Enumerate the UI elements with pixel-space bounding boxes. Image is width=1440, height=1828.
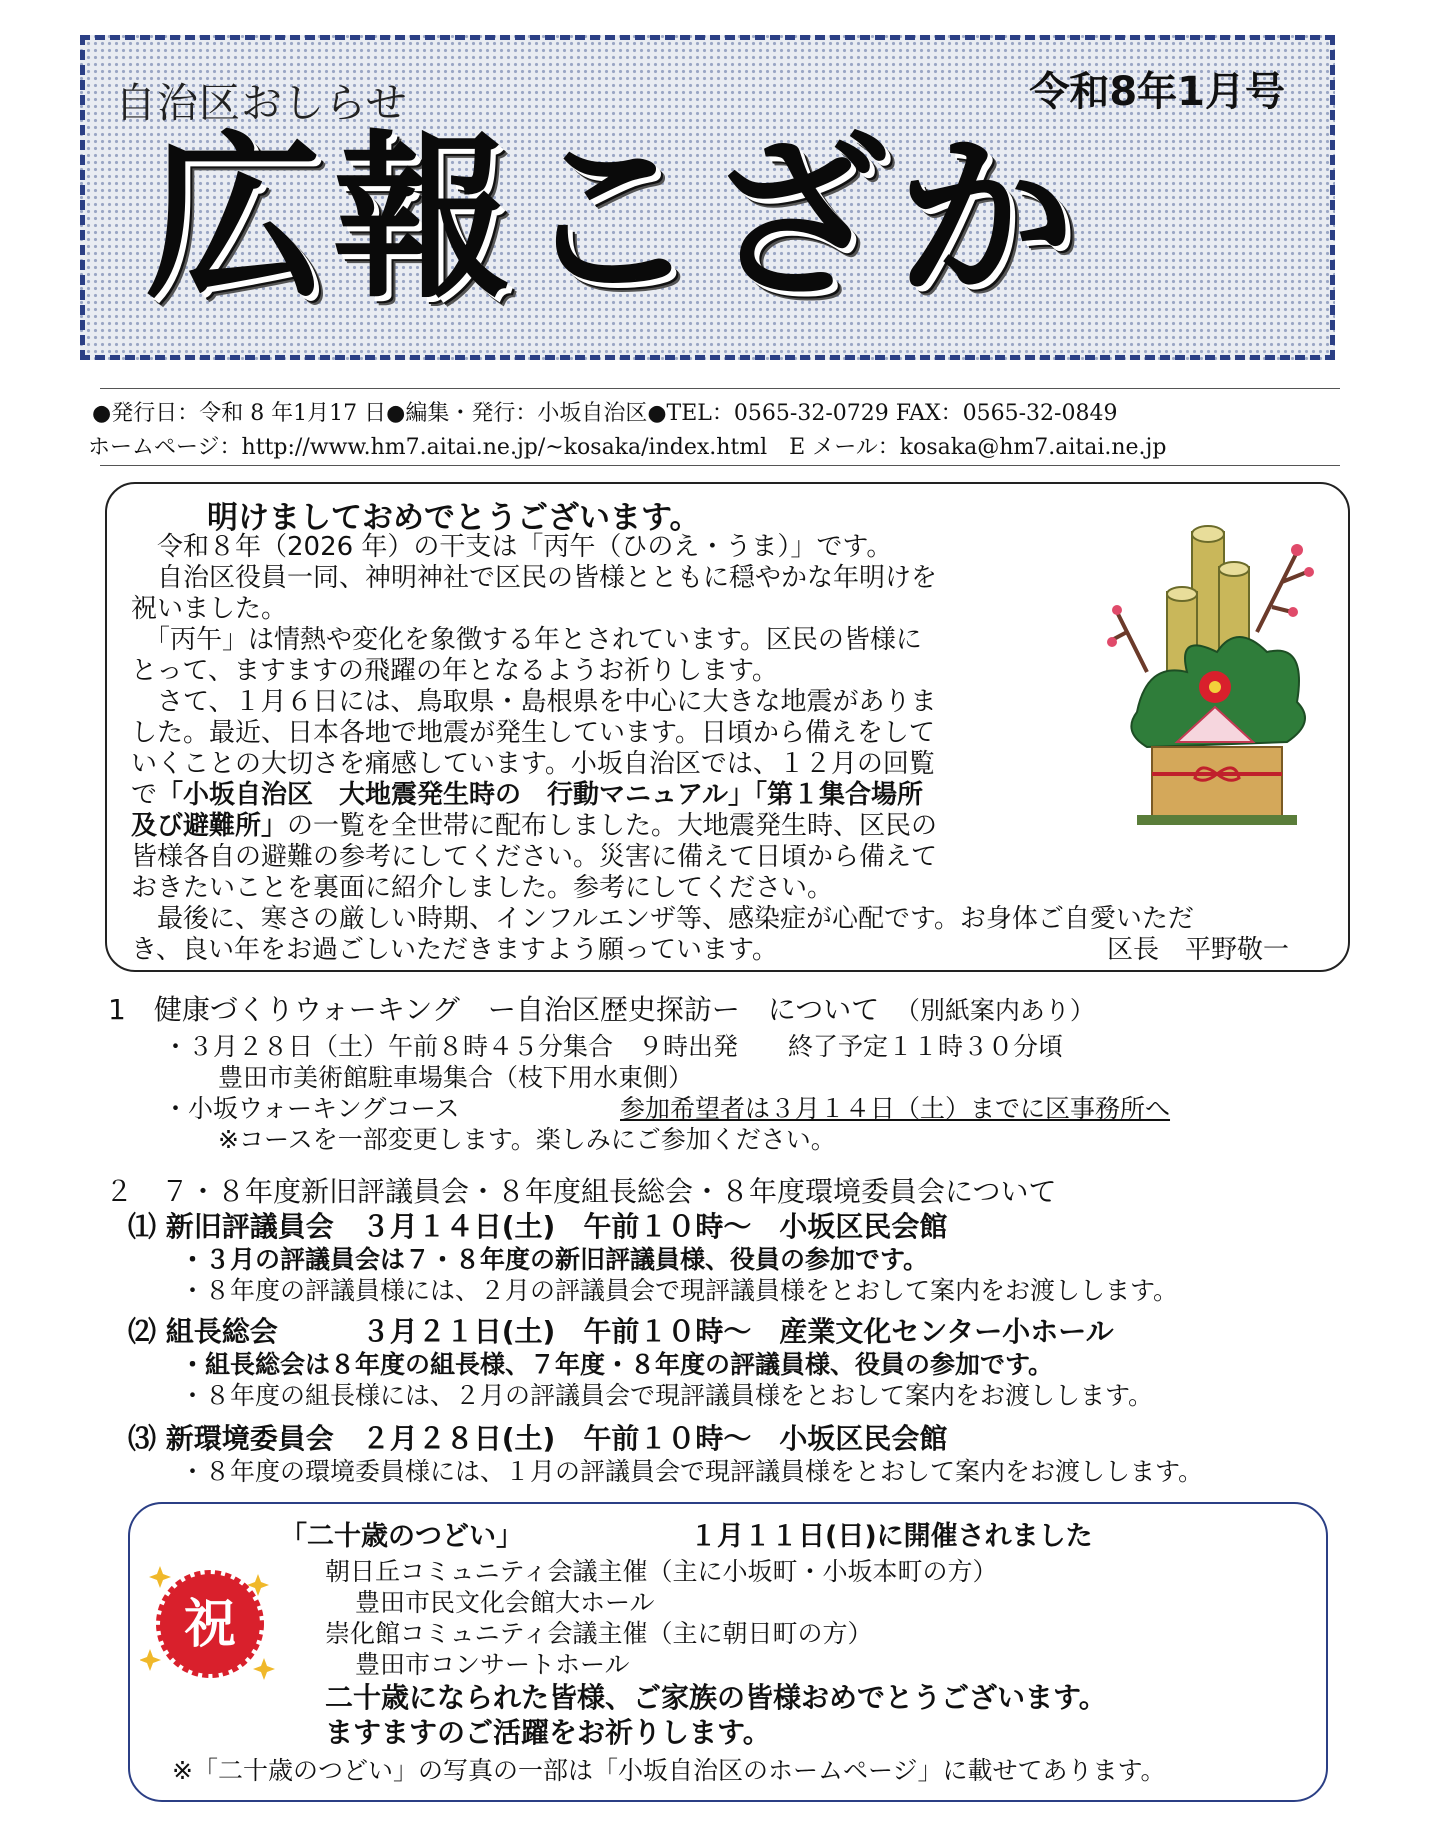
greeting-text: で (131, 780, 158, 810)
greeting-title: 明けましておめでとうございます。 (207, 500, 701, 536)
congratulations-line: 二十歳になられた皆様、ご家族の皆様おめでとうございます。 (325, 1681, 1107, 1714)
section1-deadline: 参加希望者は３月１４日（土）までに区事務所へ (620, 1094, 1171, 1123)
greeting-line (131, 780, 923, 811)
greeting-line: とって、ますますの飛躍の年となるようお祈りします。 (131, 656, 778, 686)
section1-line: ・３月２８日（土）午前８時４５分集合 ９時出発 終了予定１１時３０分頃 (163, 1032, 1064, 1061)
issue-label: 令和8年1月号 (1029, 69, 1285, 115)
kadomatsu-icon (1107, 512, 1327, 842)
greeting-line (131, 811, 937, 842)
celebration-date: １月１１日(日)に開催されました (690, 1521, 1093, 1552)
section1-note: （別紙案内あり） (907, 996, 1095, 1025)
celebration-line: 豊田市民文化会館大ホール (355, 1588, 655, 1617)
manual-title-cont: 及び避難所」 (131, 811, 288, 841)
celebration-line: 崇化館コミュニティ会議主催（主に朝日町の方） (325, 1619, 873, 1648)
greeting-line: 令和８年（2026 年）の干支は「丙午（ひのえ・うま）」です。 (131, 532, 893, 562)
celebration-title: 「二十歳のつどい」 (280, 1521, 523, 1552)
greeting-line: 自治区役員一同、神明神社で区民の皆様とともに穏やかな年明けを (131, 563, 938, 593)
greeting-text: の一覧を全世帯に配布しました。大地震発生時、区民の (287, 811, 938, 841)
subsection-2-heading: ⑵ 組長総会 ３月２１日(土) 午前１０時～ 産業文化センター小ホール (128, 1315, 1114, 1348)
signature: 区長 平野敬一 (1107, 935, 1290, 965)
section1-title: 1 健康づくりウォーキング ー自治区歴史探訪ー について (108, 993, 880, 1026)
masthead (80, 35, 1335, 360)
celebration-line: 朝日丘コミュニティ会議主催（主に小坂町・小坂本町の方） (325, 1557, 998, 1586)
greeting-line: した。最近、日本各地で地震が発生しています。日頃から備えをして (131, 718, 935, 748)
seal-text: 祝 (183, 1595, 237, 1655)
newsletter-title: 広報こざか (145, 115, 1085, 322)
congratulations-line: ますますのご活躍をお祈りします。 (325, 1716, 771, 1749)
celebration-note: ※「二十歳のつどい」の写真の一部は「小坂自治区のホームページ」に載せてあります。 (172, 1756, 1166, 1785)
info-divider-bottom (100, 465, 1340, 466)
greeting-line: 皆様各自の避難の参考にしてください。災害に備えて日頃から備えて (131, 842, 938, 872)
subsection-1-line: ・８年度の評議員様には、２月の評議員会で現評議員様をとおして案内をお渡しします。 (180, 1276, 1179, 1305)
publication-info: ●発行日：令和 8 年1月17 日●編集・発行：小坂自治区●TEL：0565-32-0729 FAX：0565-32-0849 (92, 401, 1118, 426)
greeting-line: いくことの大切さを痛感しています。小坂自治区では、１２月の回覧 (131, 749, 935, 779)
celebration-box (128, 1502, 1328, 1802)
contact-info: ホームページ：http://www.hm7.aitai.ne.jp/~kosaka/index.html E メール：kosaka@hm7.aitai.ne.jp (88, 435, 1167, 460)
subsection-1-line: ・３月の評議員会は７・８年度の新旧評議員様、役員の参加です。 (180, 1245, 929, 1274)
greeting-line: き、良い年をお過ごしいただきますよう願っています。 (131, 935, 778, 965)
subsection-2-line: ・組長総会は８年度の組長様、７年度・８年度の評議員様、役員の参加です。 (180, 1350, 1054, 1379)
greeting-box (105, 482, 1350, 972)
masthead-subtitle: 自治区おしらせ (115, 79, 408, 127)
greeting-line: さて、１月６日には、鳥取県・島根県を中心に大きな地震がありま (131, 687, 937, 717)
subsection-3-line: ・８年度の環境委員様には、１月の評議員会で現評議員様をとおして案内をお渡しします。 (180, 1457, 1204, 1486)
greeting-line: おきたいことを裏面に紹介しました。参考にしてください。 (131, 873, 834, 903)
subsection-2-line: ・８年度の組長様には、２月の評議員会で現評議員様をとおして案内をお渡しします。 (180, 1381, 1154, 1410)
subsection-1-heading: ⑴ 新旧評議員会 ３月１４日(土) 午前１０時～ 小坂区民会館 (128, 1210, 948, 1243)
iwai-seal-icon (140, 1554, 280, 1694)
info-divider-top (100, 388, 1340, 389)
celebration-line: 豊田市コンサートホール (355, 1650, 630, 1679)
section1-line: 豊田市美術館駐車場集合（枝下用水東側） (218, 1063, 694, 1092)
greeting-line: 祝いました。 (131, 594, 288, 624)
section2-heading: ２ ７・８年度新旧評議員会・８年度組長総会・８年度環境委員会について (105, 1175, 1057, 1208)
manual-title: 「小坂自治区 大地震発生時の 行動マニュアル」「第１集合場所 (157, 780, 923, 810)
section1-line: ※コースを一部変更します。楽しみにご参加ください。 (218, 1125, 836, 1154)
section1-heading (108, 988, 1095, 1028)
greeting-line: 最後に、寒さの厳しい時期、インフルエンザ等、感染症が心配です。お身体ご自愛いただ (131, 904, 1194, 934)
greeting-line: 「丙午」は情熱や変化を象徴する年とされています。区民の皆様に (131, 625, 922, 655)
subsection-3-heading: ⑶ 新環境委員会 ２月２８日(土) 午前１０時～ 小坂区民会館 (128, 1422, 948, 1455)
section1-line: ・小坂ウォーキングコース (163, 1094, 460, 1123)
